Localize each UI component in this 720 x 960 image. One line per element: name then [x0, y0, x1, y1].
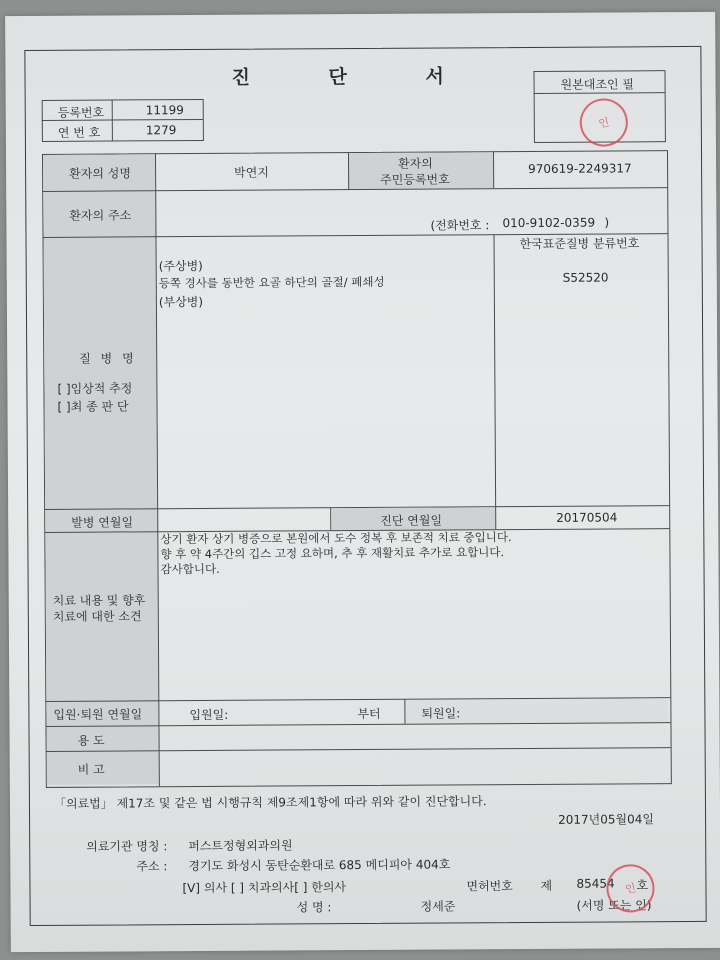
license-label: 면허번호	[466, 879, 513, 894]
sub-disease-label: (부상병)	[158, 294, 204, 310]
original-check-label: 원본대조인 필	[560, 77, 634, 92]
license-suffix: 호	[636, 878, 649, 893]
institution-label: 의료기관 명칭 :	[86, 839, 168, 854]
institution-value: 퍼스트정형외과의원	[188, 838, 293, 854]
doctor-type-checkboxes: [V] 의사 [ ] 치과의사[ ] 한의사	[182, 880, 347, 896]
red-seal-stamp: 인	[575, 94, 632, 151]
kcd-value: S52520	[562, 270, 609, 285]
clinical-estimate-checkbox: [ ]임상적 추정	[57, 381, 133, 396]
disease-label: 질 병 명	[79, 351, 137, 366]
remarks-label: 비 고	[77, 762, 105, 777]
page-title: 진 단 서	[231, 65, 480, 89]
license-prefix: 제	[540, 878, 553, 893]
main-disease-value: 등쪽 경사를 동반한 요골 하단의 골절/ 폐쇄성	[158, 274, 385, 291]
treatment-line-2: 향 후 약 4주간의 깁스 고정 요하며, 추 후 재활치료 추가로 요합니다.	[160, 545, 505, 562]
admission-from-label: 부터	[357, 706, 381, 722]
document-paper	[5, 12, 720, 952]
phone-value: 010-9102-0359	[502, 215, 596, 231]
final-judgement-checkbox: [ ]최 종 판 단	[57, 399, 129, 414]
issue-date: 2017년05월04일	[558, 812, 654, 827]
purpose-label: 용 도	[77, 733, 105, 748]
treatment-line-1: 상기 환자 상기 병증으로 본원에서 도수 정복 후 보존적 치료 중입니다.	[160, 530, 512, 547]
serial-value: 1279	[145, 123, 177, 138]
kcd-label: 한국표준질병 분류번호	[519, 236, 640, 252]
address-footer-label: 주소 :	[136, 859, 168, 874]
address-footer-value: 경기도 화성시 동탄순환대로 685 메디피아 404호	[188, 857, 451, 874]
serial-label: 연 번 호	[57, 125, 101, 140]
rrn-value: 970619-2249317	[528, 161, 632, 176]
address-label: 환자의 주소	[69, 208, 132, 223]
signature-note: (서명 또는 인)	[576, 898, 652, 913]
diagnosis-date-label: 진단 연월일	[380, 513, 443, 528]
signature-name: 정세준	[420, 899, 456, 914]
license-number: 85454	[576, 876, 615, 891]
diagnosis-date-value: 20170504	[556, 510, 618, 525]
signature-label: 성 명 :	[296, 900, 332, 915]
phone-close: )	[604, 215, 610, 230]
reg-label: 등록번호	[57, 105, 105, 120]
rrn-label-2: 주민등록번호	[380, 172, 450, 187]
patient-name-value: 박연지	[234, 165, 269, 180]
treatment-label-2: 치료에 대한 소견	[52, 609, 142, 624]
admission-label: 입원·퇴원 연월일	[53, 707, 143, 722]
onset-date-label: 발병 연월일	[71, 515, 134, 530]
treatment-label-1: 치료 내용 및 향후	[52, 593, 146, 608]
main-disease-label: (주상병)	[158, 258, 203, 274]
rrn-label-1: 환자의	[398, 156, 433, 171]
patient-name-label: 환자의 성명	[69, 166, 131, 181]
law-statement: 「의료법」 제17조 및 같은 법 시행규칙 제9조제1항에 따라 위와 같이 진단합니다.	[53, 794, 487, 811]
reg-value: 11199	[145, 103, 184, 118]
admission-in-label: 입원일:	[189, 707, 229, 723]
phone-label: (전화번호 :	[430, 218, 490, 233]
doctor-seal-stamp: 인	[602, 860, 659, 917]
treatment-line-3: 감사합니다.	[160, 561, 220, 577]
discharge-label: 퇴원일:	[421, 706, 461, 721]
